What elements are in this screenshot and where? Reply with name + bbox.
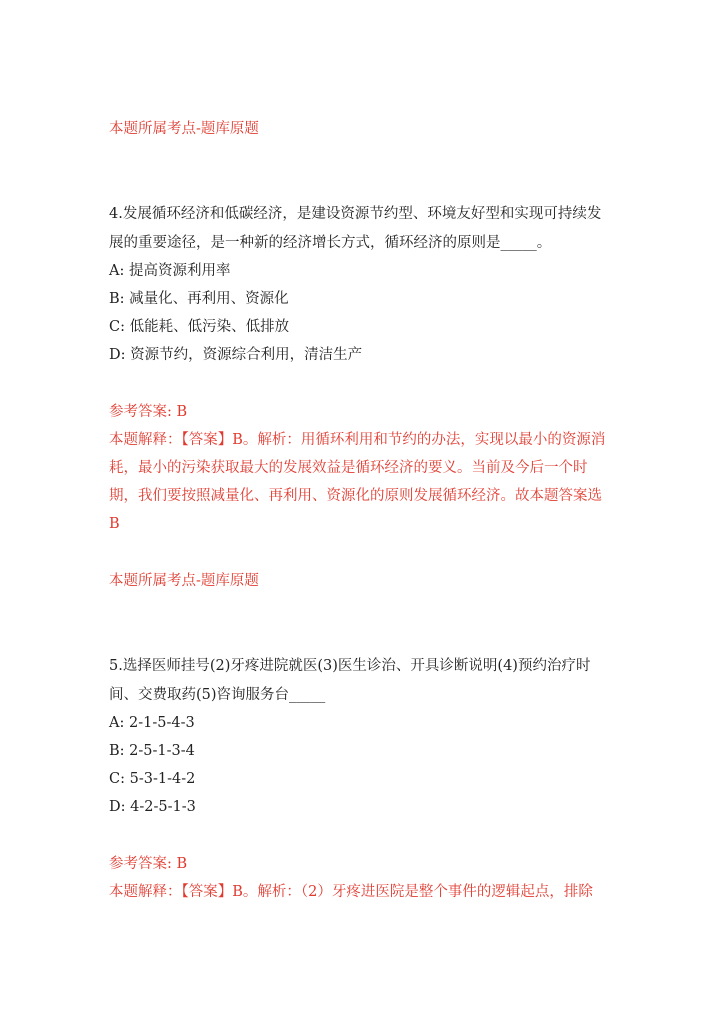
- q5-stem-line2: 间、交费取药(5)咨询服务台_____: [109, 687, 326, 703]
- q4-option-b: B: 减量化、再利用、资源化: [109, 291, 289, 307]
- q5-option-a: A: 2-1-5-4-3: [109, 715, 195, 731]
- q4-option-a: A: 提高资源利用率: [109, 263, 231, 279]
- q4-explain-line4: B: [109, 516, 120, 532]
- q5-option-c: C: 5-3-1-4-2: [109, 771, 196, 787]
- q4-option-c: C: 低能耗、低污染、低排放: [109, 319, 290, 335]
- q4-option-d: D: 资源节约，资源综合利用，清洁生产: [109, 347, 363, 363]
- q5-option-b: B: 2-5-1-3-4: [109, 743, 195, 759]
- q5-option-d: D: 4-2-5-1-3: [109, 799, 196, 815]
- q5-stem-line1: 5.选择医师挂号(2)牙疼进院就医(3)医生诊治、开具诊断说明(4)预约治疗时: [109, 658, 591, 674]
- q4-answer: 参考答案: B: [109, 404, 188, 420]
- q4-explain-line1: 本题解释：【答案】B。解析：用循环利用和节约的办法，实现以最小的资源消: [109, 432, 606, 448]
- q4-stem-line1: 4.发展循环经济和低碳经济，是建设资源节约型、环境友好型和实现可持续发: [109, 206, 602, 222]
- q4-explain-line3: 期，我们要按照减量化、再利用、资源化的原则发展循环经济。故本题答案选: [109, 488, 602, 504]
- q5-answer: 参考答案: B: [109, 856, 188, 872]
- q3-source-tag: 本题所属考点-题库原题: [109, 121, 259, 137]
- q4-stem-line2: 展的重要途径，是一种新的经济增长方式，循环经济的原则是_____。: [109, 235, 552, 251]
- q4-source-tag: 本题所属考点-题库原题: [109, 573, 259, 589]
- q5-explain-line1: 本题解释：【答案】B。解析：（2）牙疼进医院是整个事件的逻辑起点，排除: [109, 884, 593, 900]
- q4-explain-line2: 耗，最小的污染获取最大的发展效益是循环经济的要义。当前及今后一个时: [109, 460, 588, 476]
